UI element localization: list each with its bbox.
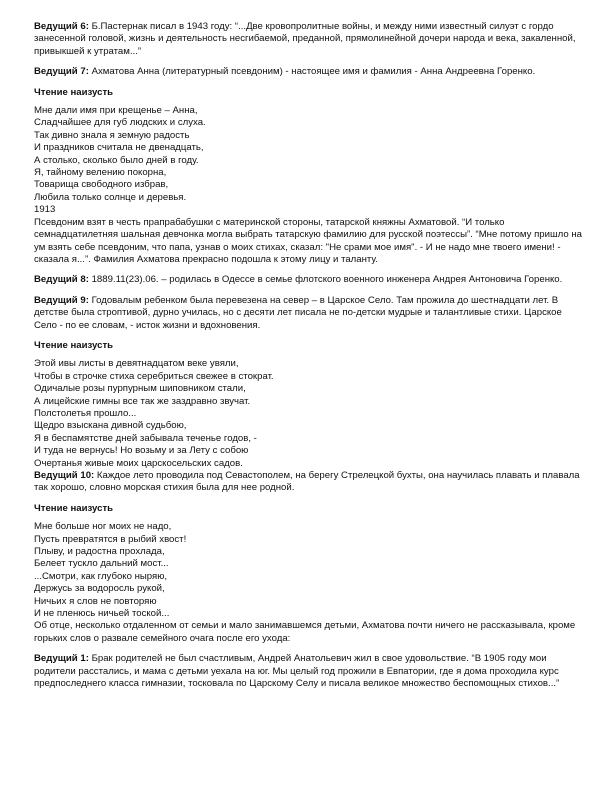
paragraph-host-6 bbox=[34, 21, 582, 58]
section-heading: Чтение наизусть bbox=[34, 502, 114, 514]
paragraph-text: Б.Пастернак писал в 1943 году: “...Две кровопролитные войны, и между ними известный силуэт с гордо занесенной головой, жизнь и деятельность несгибаемой, преданной, прямолинейной дочери народа и века, закаленной, привыкшей к утратам...” bbox=[34, 21, 576, 57]
poem-line: Я в беспамятстве дней забывала теченье годов, - bbox=[34, 432, 257, 444]
poem-line: И не пленюсь ничьей тоской... bbox=[34, 608, 170, 620]
poem-line: И туда не вернусь! Но возьму и за Лету с собою bbox=[34, 445, 249, 457]
paragraph-host-9 bbox=[34, 295, 582, 332]
speaker-label: Ведущий 9: bbox=[34, 294, 89, 306]
poem-line: Плыву, и радостна прохлада, bbox=[34, 546, 165, 558]
paragraph-text: Каждое лето проводила под Севастополем, на берегу Стрелецкой бухты, она научилась плавать и плавала так хорошо, словно морская стихия была для нее родной. bbox=[34, 470, 580, 494]
poem-line: Полстолетья прошло... bbox=[34, 407, 137, 419]
poem-line: Очертанья живые моих царскосельских садов. bbox=[34, 457, 243, 469]
paragraph-host-7 bbox=[34, 66, 582, 78]
paragraph-host-1 bbox=[34, 653, 582, 690]
paragraph-host-10 bbox=[34, 470, 582, 495]
paragraph-text: 1889.11(23).06. – родилась в Одессе в семье флотского военного инженера Андрея Антоновича Горенко. bbox=[88, 274, 563, 286]
paragraph-text: Годовалым ребенком была перевезена на север – в Царское Село. Там прожила до шестнадцати лет. В детстве была строптивой, дурно училась, но с десяти лет писала не по-детски мудрые и талантливые стихи. Царское Село - по ее словам, - исток жизни и вдохновения. bbox=[34, 294, 562, 331]
poem-line: Сладчайшее для губ людских и слуха. bbox=[34, 117, 206, 129]
poem-line: А лицейские гимны все так же заздравно звучат. bbox=[34, 395, 251, 407]
speaker-label: Ведущий 7: bbox=[34, 66, 89, 78]
poem-3 bbox=[34, 521, 582, 620]
poem-line: Товарища свободного избрав, bbox=[34, 179, 169, 191]
speaker-label: Ведущий 6: bbox=[34, 21, 89, 32]
poem-line: А столько, сколько было дней в году. bbox=[34, 154, 199, 166]
poem-date: 1913 bbox=[34, 204, 56, 216]
poem-line: Держусь за водоросль рукой, bbox=[34, 583, 165, 595]
poem-line: Одичалые розы пурпурным шиповником стали, bbox=[34, 383, 246, 395]
poem-line: Мне дали имя при крещенье – Анна, bbox=[34, 105, 198, 117]
poem-line: Я, тайному велению покорна, bbox=[34, 167, 167, 179]
paragraph-host-8 bbox=[34, 274, 582, 286]
speaker-label: Ведущий 1: bbox=[34, 653, 89, 665]
poem-line: Пусть превратятся в рыбий хвост! bbox=[34, 533, 187, 545]
poem-line: ...Смотри, как глубоко ныряю, bbox=[34, 570, 168, 582]
poem-line: И праздников считала не двенадцать, bbox=[34, 142, 204, 154]
poem-line: Любила только солнце и деревья. bbox=[34, 191, 187, 203]
poem-line: Щедро взыскана дивной судьбою, bbox=[34, 420, 187, 432]
poem-1 bbox=[34, 105, 582, 217]
poem-line: Ничьих я слов не повторяю bbox=[34, 595, 157, 607]
poem-line: Белеет тускло дальний мост... bbox=[34, 558, 169, 570]
poem-line: Так дивно знала я земную радость bbox=[34, 129, 190, 141]
section-heading: Чтение наизусть bbox=[34, 86, 114, 98]
section-heading: Чтение наизусть bbox=[34, 339, 114, 351]
speaker-label: Ведущий 10: bbox=[34, 470, 95, 481]
speaker-label: Ведущий 8: bbox=[34, 274, 89, 286]
paragraph-text: Брак родителей не был счастливым, Андрей Анатольевич жил в свое удовольствие. “В 1905 году мои родители расстались, и мама с детьми уехала на юг. Мы целый год прожили в Евпатории, где я дома проходила курс предпоследнего класса гимназии, тосковала по Царскому Селу и писала великое множество беспомощных стихов...” bbox=[34, 653, 560, 690]
poem-2 bbox=[34, 358, 582, 470]
paragraph-pseudonym: Псевдоним взят в честь прапрабабушки с материнской стороны, татарской княжны Ахматовой. “И только семнадцатилетняя шальная девчонка могла выбрать татарскую фамилию для русской поэтессы”. “Мне потому пришло на ум взять себе псевдоним, что папа, узнав о моих стихах, сказал: "Не срами мое имя". - И не надо мне твоего имени! - сказала я...”. Фамилия Ахматова прекрасно подошла к этому лицу и таланту. bbox=[34, 216, 583, 265]
poem-line: Этой ивы листы в девятнадцатом веке увяли, bbox=[34, 358, 239, 370]
paragraph-father: Об отце, несколько отдаленном от семьи и мало занимавшемся детьми, Ахматова почти ничего не рассказывала, кроме горьких слов о развале семейного очага после его ухода: bbox=[34, 620, 576, 644]
paragraph-text: Ахматова Анна (литературный псевдоним) - настоящее имя и фамилия - Анна Андреевна Горенко. bbox=[88, 66, 536, 78]
poem-line: Чтобы в строчке стиха серебриться свежее в стократ. bbox=[34, 370, 274, 382]
poem-line: Мне больше ног моих не надо, bbox=[34, 521, 172, 533]
